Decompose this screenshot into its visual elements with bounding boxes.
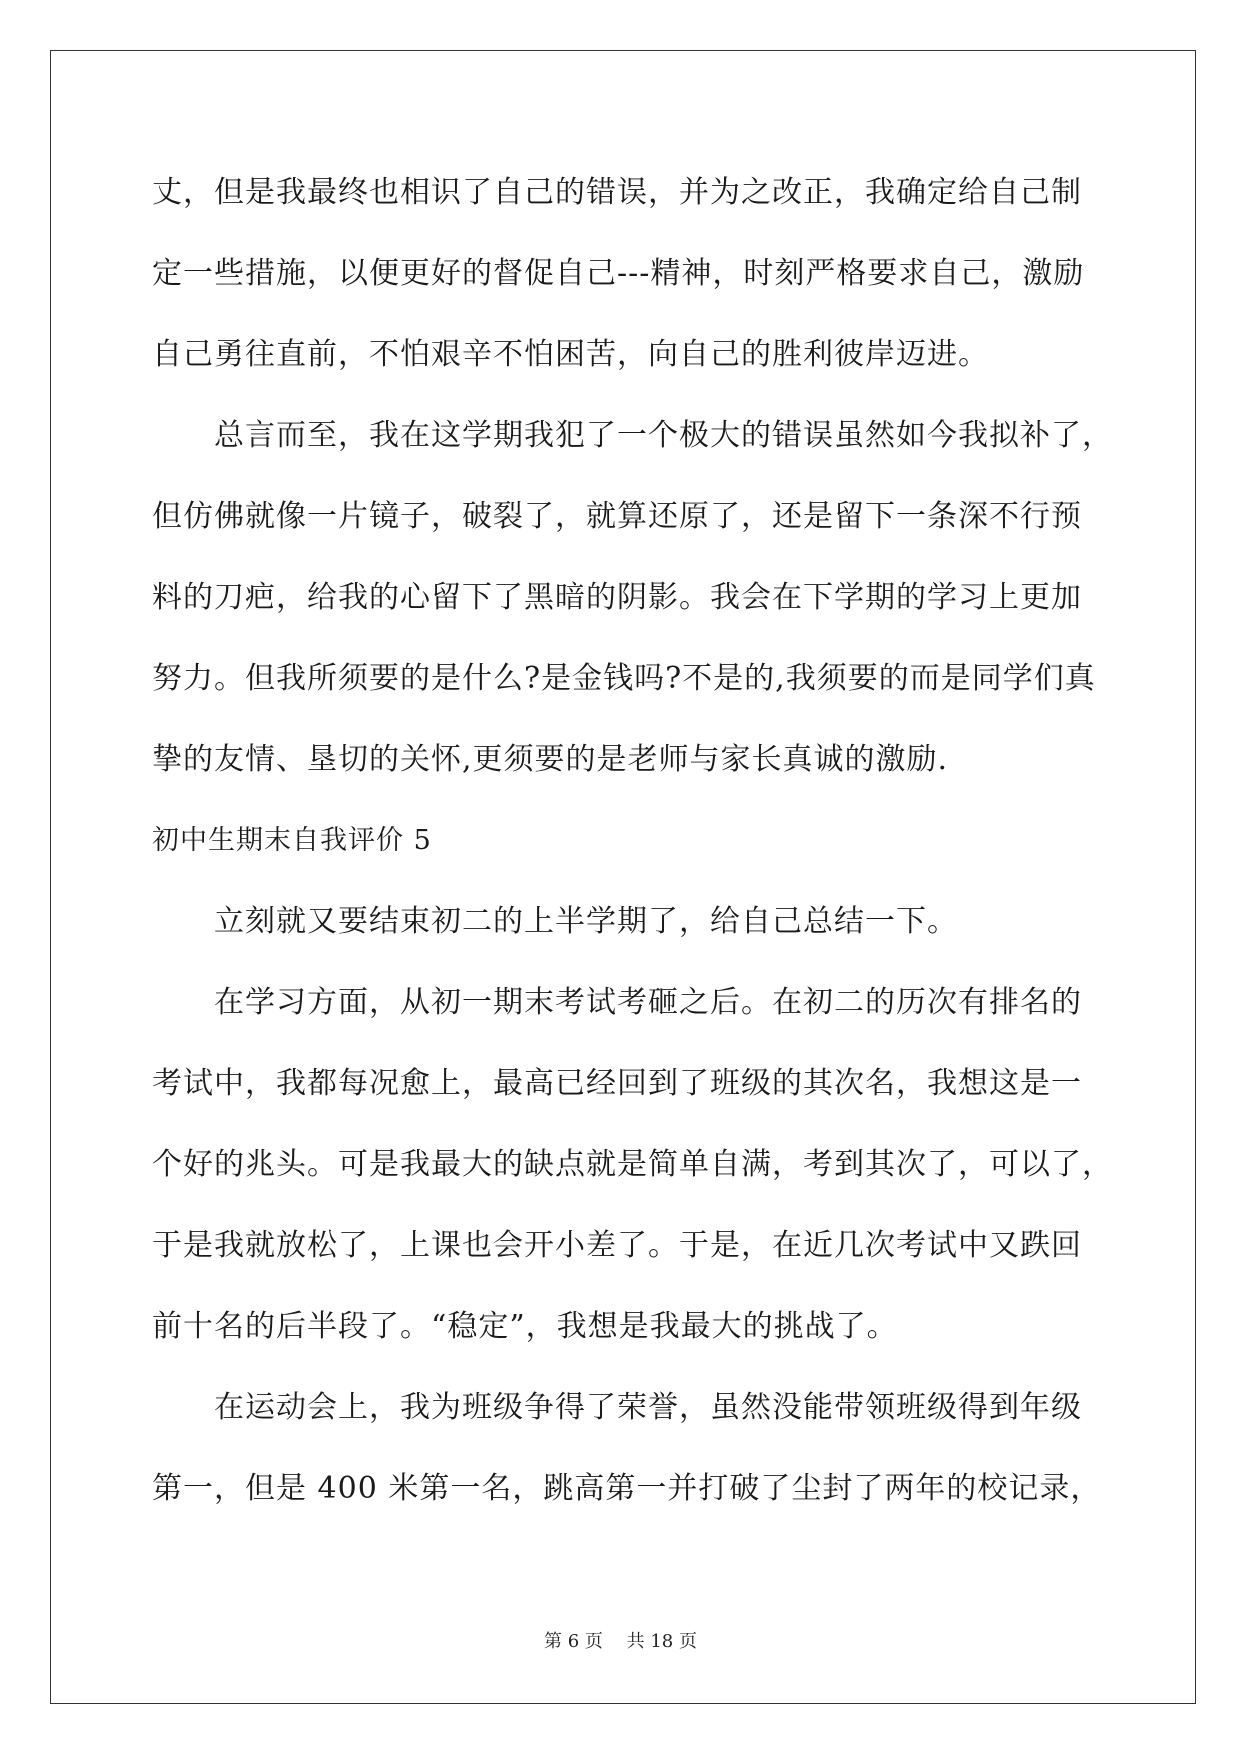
text-line: 料的刀疤，给我的心留下了黑暗的阴影。我会在下学期的学习上更加 bbox=[152, 580, 1082, 615]
document-body bbox=[152, 158, 1113, 1535]
section-heading: 初中生期末自我评价 5 bbox=[152, 825, 432, 856]
text-line: 于是我就放松了，上课也会开小差了。于是，在近几次考试中又跌回 bbox=[152, 1228, 1082, 1263]
paragraph-start-line: 总言而至，我在这学期我犯了一个极大的错误虽然如今我拟补了， bbox=[214, 418, 1113, 453]
paragraph-start-line: 在学习方面，从初一期末考试考砸之后。在初二的历次有排名的 bbox=[214, 985, 1082, 1020]
text-line: 但仿佛就像一片镜子，破裂了，就算还原了，还是留下一条深不行预 bbox=[152, 499, 1082, 534]
text-line: 定一些措施，以便更好的督促自己---精神，时刻严格要求自己，激励 bbox=[152, 256, 1085, 291]
text-line: 丈，但是我最终也相识了自己的错误，并为之改正，我确定给自己制 bbox=[152, 175, 1082, 210]
page-number-footer: 第 6 页 共 18 页 bbox=[544, 1631, 697, 1652]
text-line: 自己勇往直前，不怕艰辛不怕困苦，向自己的胜利彼岸迈进。 bbox=[152, 337, 989, 372]
paragraph-start-line: 立刻就又要结束初二的上半学期了，给自己总结一下。 bbox=[214, 904, 958, 939]
text-line: 考试中，我都每况愈上，最高已经回到了班级的其次名，我想这是一 bbox=[152, 1066, 1082, 1101]
text-line: 第一，但是 400 米第一名，跳高第一并打破了尘封了两年的校记录， bbox=[152, 1471, 1102, 1506]
text-line: 前十名的后半段了。“稳定”，我想是我最大的挑战了。 bbox=[152, 1309, 898, 1344]
text-line: 个好的兆头。可是我最大的缺点就是简单自满，考到其次了，可以了， bbox=[152, 1147, 1113, 1182]
text-line: 挚的友情、垦切的关怀,更须要的是老师与家长真诚的激励. bbox=[152, 742, 949, 777]
paragraph-start-line: 在运动会上，我为班级争得了荣誉，虽然没能带领班级得到年级 bbox=[214, 1390, 1082, 1425]
text-line: 努力。但我所须要的是什么?是金钱吗?不是的,我须要的而是同学们真 bbox=[152, 661, 1096, 696]
